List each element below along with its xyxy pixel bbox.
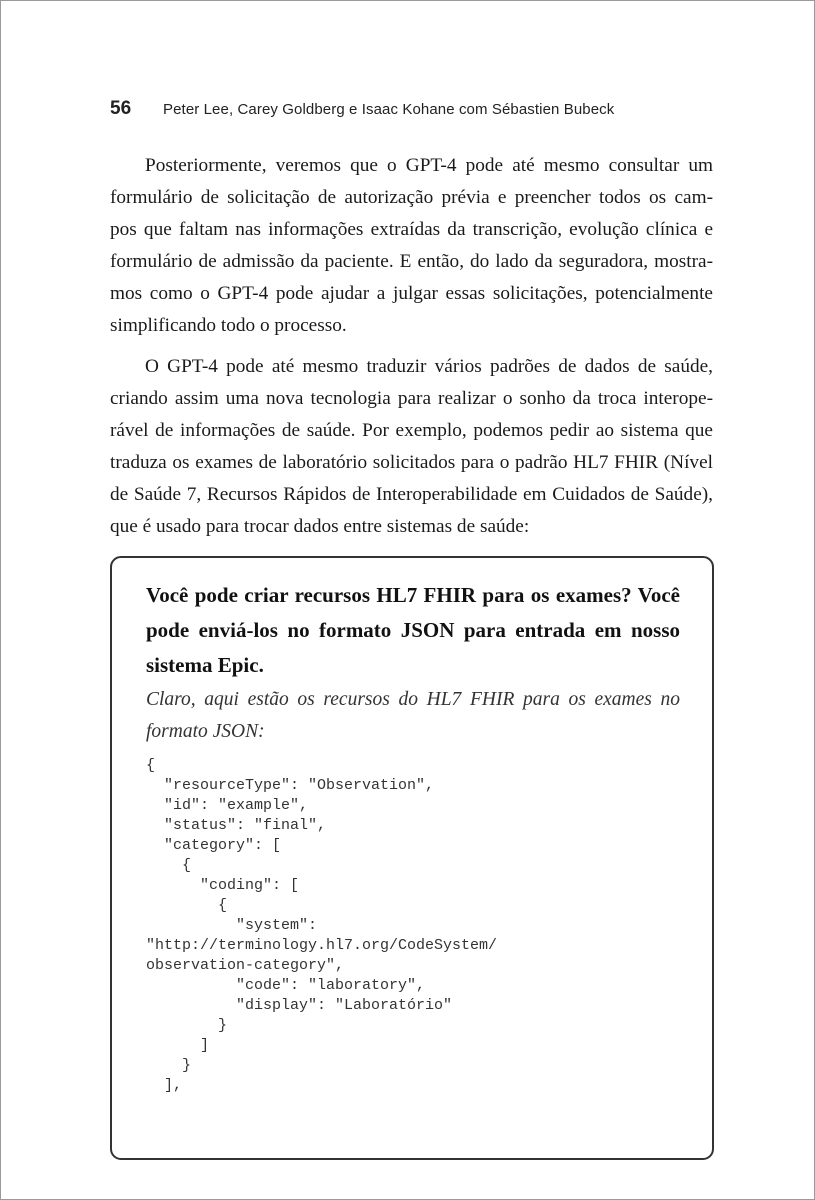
text-line: O GPT-4 pode até mesmo traduzir vários padrões de dados de saúde, [145,356,713,377]
response-line: Claro, aqui estão os recursos do HL7 FHIR para os exames no [146,689,680,710]
body-text [110,150,713,543]
text-line: pos que faltam nas informações extraídas da transcrição, evolução clínica e [110,219,713,240]
code-line: ] [146,1037,210,1054]
code-line: "id": "example", [146,797,309,814]
code-line: { [146,857,192,874]
dialogue-content [146,578,680,1096]
text-line: simplificando todo o processo. [110,315,347,336]
response-line: formato JSON: [146,721,265,742]
text-line: traduza os exames de laboratório solicitados para o padrão HL7 FHIR (Nível [110,452,713,473]
code-line: ], [146,1077,183,1094]
text-line: criando assim uma nova tecnologia para realizar o sonho da troca interope- [110,388,713,409]
code-line: observation-category", [146,957,345,974]
code-line: "code": "laboratory", [146,977,426,994]
text-line: rável de informações de saúde. Por exemplo, podemos pedir ao sistema que [110,420,713,441]
text-line: mos como o GPT-4 pode ajudar a julgar essas solicitações, potencialmente [110,283,713,304]
text-line: formulário de solicitação de autorização prévia e preencher todos os cam- [110,187,713,208]
running-header [110,98,614,120]
prompt-line: pode enviá-los no formato JSON para entrada em nosso [146,618,680,642]
code-line: "category": [ [146,837,282,854]
code-line: "resourceType": "Observation", [146,777,435,794]
response [146,684,680,748]
code-line: "status": "final", [146,817,327,834]
code-line: "system": [146,917,318,934]
code-line: { [146,757,156,774]
paragraph [110,150,713,342]
prompt-line: Você pode criar recursos HL7 FHIR para os exames? Você [146,583,680,607]
code-line: "display": "Laboratório" [146,997,453,1014]
text-line: formulário de admissão da paciente. E então, do lado da seguradora, mostra- [110,251,713,272]
prompt [146,578,680,683]
text-line: Posteriormente, veremos que o GPT-4 pode até mesmo consultar um [145,155,713,176]
page-number: 56 [110,98,132,119]
json-code-block [146,756,680,1096]
text-line: que é usado para trocar dados entre sistemas de saúde: [110,516,530,537]
running-title: Peter Lee, Carey Goldberg e Isaac Kohane com Sébastien Bubeck [163,101,615,118]
prompt-line: sistema Epic. [146,653,264,677]
code-line: { [146,897,228,914]
code-line: } [146,1017,228,1034]
code-line: } [146,1057,192,1074]
paragraph [110,351,713,543]
text-line: de Saúde 7, Recursos Rápidos de Interoperabilidade em Cuidados de Saúde), [110,484,713,505]
code-line: "http://terminology.hl7.org/CodeSystem/ [146,937,498,954]
code-line: "coding": [ [146,877,300,894]
